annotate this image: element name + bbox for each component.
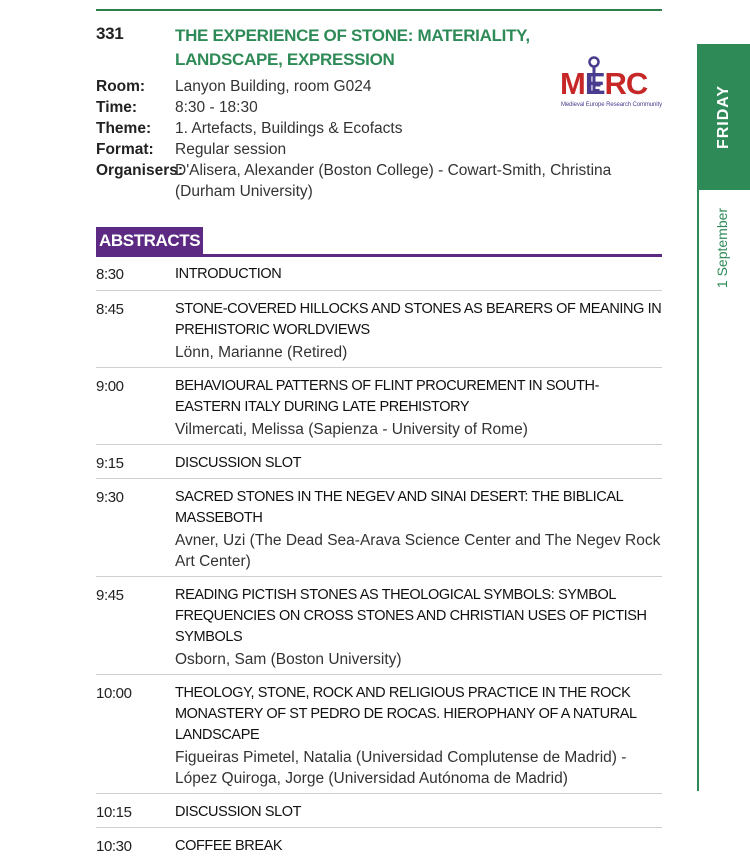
entry-title: STONE-COVERED HILLOCKS AND STONES AS BEARERS OF MEANING IN PREHISTORIC WORLDVIEWS xyxy=(175,301,662,338)
entry-time: 10:30 xyxy=(96,838,132,855)
schedule-entry xyxy=(96,794,662,828)
day-label: FRIDAY xyxy=(714,84,732,150)
meta-organisers-label: Organisers: xyxy=(96,162,184,179)
entry-author: Osborn, Sam (Boston University) xyxy=(175,651,402,668)
meta-room-label: Room: xyxy=(96,78,146,95)
entry-author: Figueiras Pimetel, Natalia (Universidad Complutense de Madrid) - López Quiroga, Jorge (Universidad Autónoma de Madrid) xyxy=(175,749,627,787)
schedule-list xyxy=(96,264,662,861)
entry-title: COFFEE BREAK xyxy=(175,838,283,854)
entry-title: BEHAVIOURAL PATTERNS OF FLINT PROCUREMENT IN SOUTH-EASTERN ITALY DURING LATE PREHISTORY xyxy=(175,378,600,415)
logo-letter-m: M xyxy=(560,66,585,101)
sidebar-line xyxy=(697,190,699,791)
meta-time-value: 8:30 - 18:30 xyxy=(175,99,258,116)
meta-format-label: Format: xyxy=(96,141,154,158)
logo-subtitle: Medieval Europe Research Community xyxy=(561,102,662,108)
meta-format-value: Regular session xyxy=(175,141,287,158)
entry-time: 10:15 xyxy=(96,804,132,821)
session-meta xyxy=(96,76,636,202)
logo-letters-rc: RC xyxy=(604,66,648,101)
meta-room-value: Lanyon Building, room G024 xyxy=(175,78,372,95)
meta-organisers-value: D'Alisera, Alexander (Boston College) - Cowart-Smith, Christina (Durham University) xyxy=(175,162,612,200)
entry-time: 9:45 xyxy=(96,587,124,604)
entry-time: 9:00 xyxy=(96,378,124,395)
meta-theme-value: 1. Artefacts, Buildings & Ecofacts xyxy=(175,120,403,137)
schedule-entry xyxy=(96,828,662,861)
meta-organisers xyxy=(96,160,636,202)
entry-author: Avner, Uzi (The Dead Sea-Arava Science Center and The Negev Rock Art Center) xyxy=(175,532,661,570)
top-divider xyxy=(96,9,662,11)
meta-time xyxy=(96,97,636,118)
abstracts-heading: ABSTRACTS xyxy=(96,227,203,254)
schedule-entry xyxy=(96,577,662,675)
schedule-entry xyxy=(96,291,662,368)
entry-time: 8:30 xyxy=(96,266,124,283)
entry-title: THEOLOGY, STONE, ROCK AND RELIGIOUS PRACTICE IN THE ROCK MONASTERY OF ST PEDRO DE ROCAS. HIEROPHANY OF A NATURAL LANDSCAPE xyxy=(175,685,637,743)
entry-title: READING PICTISH STONES AS THEOLOGICAL SYMBOLS: SYMBOL FREQUENCIES ON CROSS STONES AND CHRISTIAN USES OF PICTISH SYMBOLS xyxy=(175,587,647,645)
logo-wordmark xyxy=(560,68,647,100)
schedule-entry xyxy=(96,479,662,577)
entry-title: SACRED STONES IN THE NEGEV AND SINAI DESERT: THE BIBLICAL MASSEBOTH xyxy=(175,489,623,526)
schedule-entry xyxy=(96,445,662,479)
session-title: THE EXPERIENCE OF STONE: MATERIALITY, LANDSCAPE, EXPRESSION xyxy=(175,26,530,69)
logo-letter-e: E xyxy=(584,66,605,101)
schedule-entry xyxy=(96,264,662,291)
merc-logo xyxy=(560,56,660,112)
meta-format xyxy=(96,139,636,160)
day-tab xyxy=(697,44,750,190)
session-number: 331 xyxy=(96,24,124,43)
entry-time: 9:30 xyxy=(96,489,124,506)
date-label: 1 September xyxy=(714,207,730,289)
entry-title: DISCUSSION SLOT xyxy=(175,455,302,471)
meta-theme xyxy=(96,118,636,139)
schedule-entry xyxy=(96,368,662,445)
entry-author: Vilmercati, Melissa (Sapienza - University of Rome) xyxy=(175,421,528,438)
entry-title: DISCUSSION SLOT xyxy=(175,804,302,820)
entry-time: 8:45 xyxy=(96,301,124,318)
meta-room xyxy=(96,76,636,97)
meta-time-label: Time: xyxy=(96,99,138,116)
entry-title: INTRODUCTION xyxy=(175,266,282,282)
entry-author: Lönn, Marianne (Retired) xyxy=(175,344,348,361)
abstracts-divider xyxy=(96,254,662,257)
entry-time: 10:00 xyxy=(96,685,132,702)
schedule-entry xyxy=(96,675,662,794)
entry-time: 9:15 xyxy=(96,455,124,472)
meta-theme-label: Theme: xyxy=(96,120,152,137)
